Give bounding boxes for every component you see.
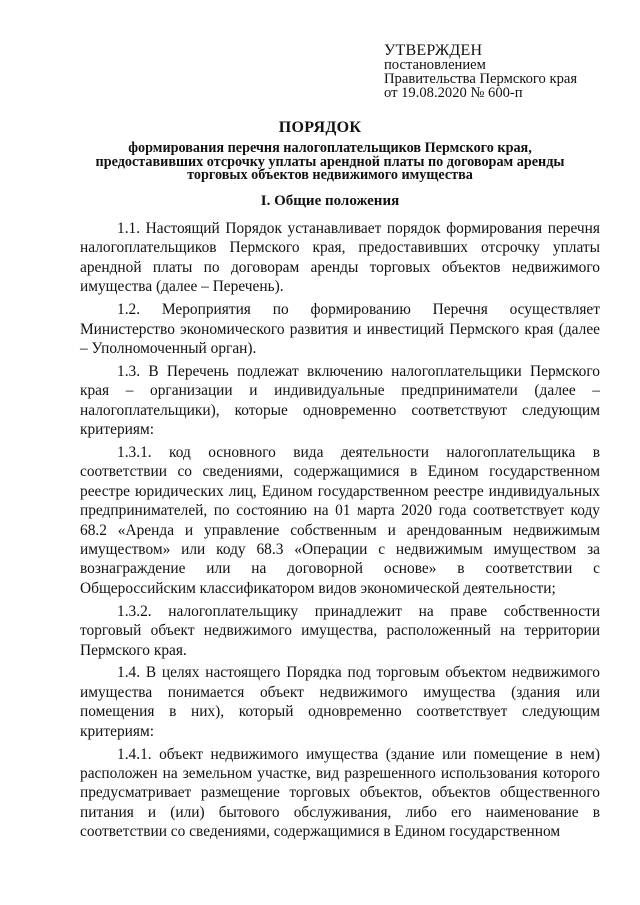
paragraph-1-4-1: 1.4.1. объект недвижимого имущества (здание или помещение в нем) расположен на земельном участке, вид разрешенного использования которого предусматривает размещение торговых объектов, объектов общественного питания и (или) бытового обслуживания, либо его наименование в соответствии со сведениями, содержащимися в Едином государственном — [80, 745, 600, 841]
document-title: ПОРЯДОК — [278, 119, 362, 136]
approval-line-date-number: от 19.08.2020 № 600-п — [384, 85, 523, 101]
approval-line-resolution: постановлением — [384, 57, 486, 73]
paragraph-1-2: 1.2. Мероприятия по формированию Перечня осуществляет Министерство экономического развития и инвестиций Пермского края (далее – Уполномоченный орган). — [80, 301, 600, 357]
paragraph-1-3-2: 1.3.2. налогоплательщику принадлежит на праве собственности торговый объект недвижимого имущества, расположенный на территории Пермского края. — [80, 602, 600, 659]
document-subtitle: формирования перечня налогоплательщиков Пермского края, предоставивших отсрочку уплаты арендной платы по договорам аренды торговых объектов недвижимого имущества — [95, 140, 565, 183]
section-heading: I. Общие положения — [260, 193, 400, 209]
approval-stamp — [384, 44, 614, 100]
paragraph-1-1: 1.1. Настоящий Порядок устанавливает порядок формирования перечня налогоплательщиков Пермского края, предоставивших отсрочку уплаты арендной платы по договорам аренды торговых объектов недвижимого имущества (далее – Перечень). — [80, 220, 600, 296]
paragraph-1-3-1: 1.3.1. код основного вида деятельности налогоплательщика в соответствии со сведениями, содержащимися в Едином государственном реестре юридических лиц, Едином государственном реестре индивидуальных предпринимателей, по состоянию на 01 марта 2020 года соответствует коду 68.2 «Аренда и управление собственным и арендованным недвижимым имуществом» или коду 68.3 «Операции с недвижимым имуществом за вознаграждение или на договорной основе» в соответствии с Общероссийским классификатором видов экономической деятельности; — [80, 443, 600, 597]
approval-line-government: Правительства Пермского края — [384, 71, 578, 87]
paragraph-1-4: 1.4. В целях настоящего Порядка под торговым объектом недвижимого имущества понимается объект недвижимого имущества (здания или помещения в них), который одновременно соответствует следующим критериям: — [80, 664, 600, 740]
approval-line-approved: УТВЕРЖДЕН — [384, 42, 483, 59]
document-body — [80, 219, 600, 842]
paragraph-1-3: 1.3. В Перечень подлежат включению налогоплательщики Пермского края – организации и индивидуальные предприниматели (далее – налогоплательщики), которые одновременно соответствуют следующим критериям: — [80, 362, 600, 439]
